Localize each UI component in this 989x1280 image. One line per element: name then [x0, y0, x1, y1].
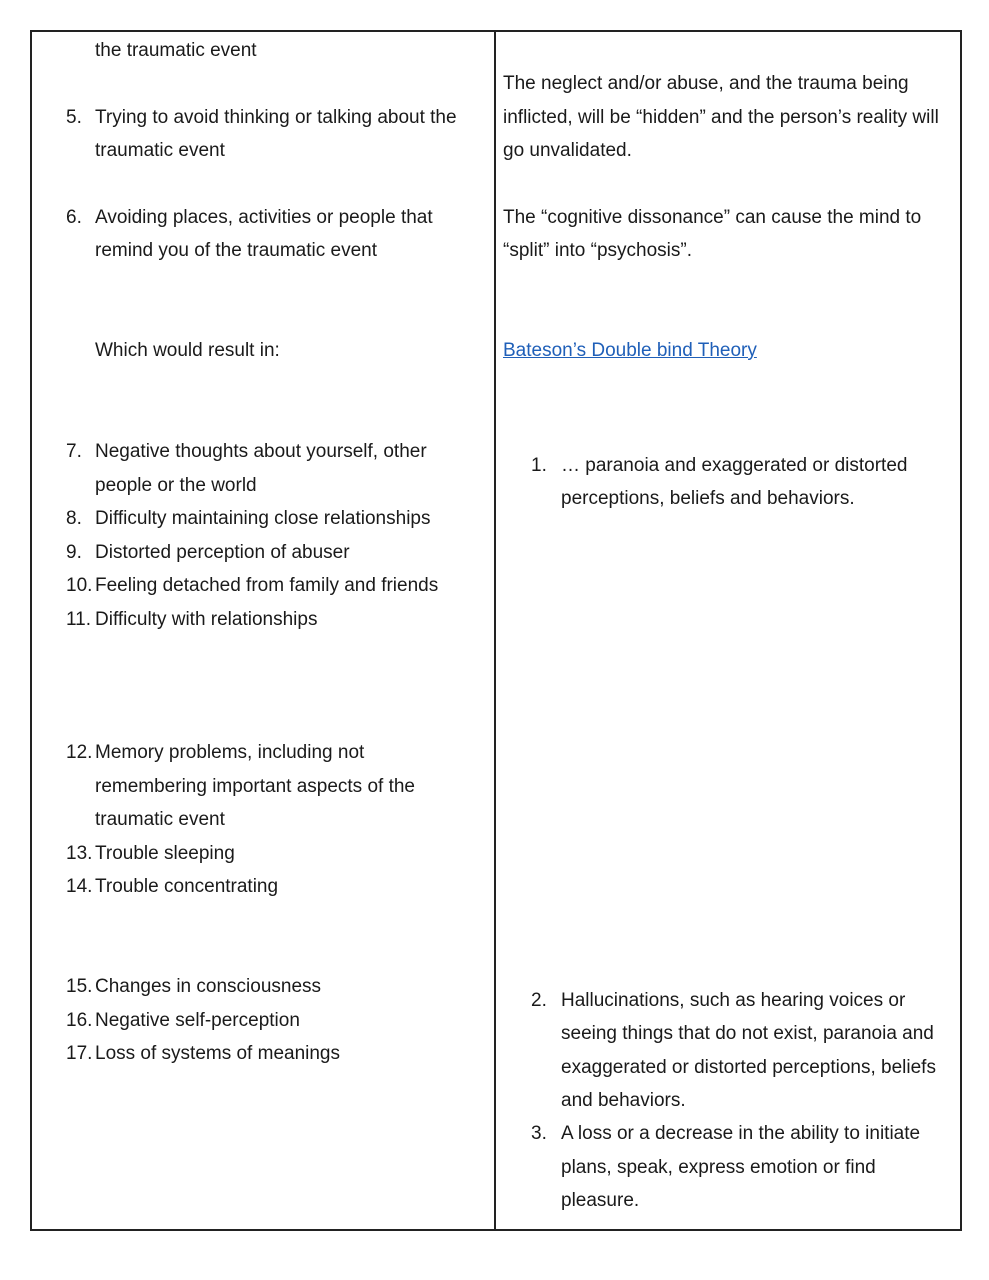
paragraph-line: The “cognitive dissonance” can cause the mind to [503, 207, 922, 228]
paragraph-line: go unvalidated. [503, 140, 632, 161]
list-number: 11. [66, 609, 92, 630]
list-number: 3. [531, 1123, 547, 1144]
list-number: 14. [66, 876, 93, 897]
list-number: 9. [66, 542, 82, 563]
list-text: plans, speak, express emotion or find [561, 1157, 876, 1178]
list-text: Changes in consciousness [95, 976, 322, 997]
list-text: traumatic event [95, 809, 225, 830]
list-number: 15. [66, 976, 93, 997]
paragraph-line: The neglect and/or abuse, and the trauma being [503, 73, 909, 94]
list-text: Avoiding places, activities or people that [95, 207, 433, 228]
list-text: Trouble concentrating [95, 876, 279, 897]
list-text: Negative thoughts about yourself, other [95, 441, 427, 462]
list-number: 16. [66, 1010, 93, 1031]
result-heading: Which would result in: [95, 340, 280, 361]
list-number: 8. [66, 508, 82, 529]
double-bind-theory-link[interactable]: Bateson’s Double bind Theory [503, 340, 757, 361]
list-number: 17. [66, 1043, 93, 1064]
list-text: A loss or a decrease in the ability to initiate [561, 1123, 921, 1144]
list-text: Trouble sleeping [95, 843, 235, 864]
list-text: Feeling detached from family and friends [95, 575, 439, 596]
continued-text: the traumatic event [95, 40, 257, 61]
list-number: 13. [66, 843, 93, 864]
list-text: Distorted perception of abuser [95, 542, 350, 563]
list-number: 2. [531, 990, 547, 1011]
list-text: Memory problems, including not [95, 742, 365, 763]
list-text: perceptions, beliefs and behaviors. [561, 488, 855, 509]
list-text: … paranoia and exaggerated or distorted [561, 455, 908, 476]
list-number: 1. [531, 455, 547, 476]
list-text: remembering important aspects of the [95, 776, 415, 797]
column-divider [494, 30, 496, 1229]
list-text: pleasure. [561, 1190, 640, 1211]
list-text: seeing things that do not exist, paranoia and [561, 1023, 934, 1044]
list-text: exaggerated or distorted perceptions, beliefs [561, 1057, 936, 1078]
list-text: and behaviors. [561, 1090, 686, 1111]
list-number: 12. [66, 742, 93, 763]
paragraph-line: “split” into “psychosis”. [503, 240, 692, 261]
list-text: remind you of the traumatic event [95, 240, 377, 261]
list-text: Hallucinations, such as hearing voices or [561, 990, 906, 1011]
list-number: 7. [66, 441, 82, 462]
list-text: Loss of systems of meanings [95, 1043, 340, 1064]
list-text: Negative self-perception [95, 1010, 300, 1031]
list-text: Difficulty with relationships [95, 609, 318, 630]
list-text: Trying to avoid thinking or talking about the [95, 107, 457, 128]
list-number: 5. [66, 107, 82, 128]
list-number: 6. [66, 207, 82, 228]
list-text: traumatic event [95, 140, 225, 161]
list-number: 10. [66, 575, 93, 596]
list-text: Difficulty maintaining close relationships [95, 508, 431, 529]
paragraph-line: inflicted, will be “hidden” and the person’s reality will [503, 107, 939, 128]
list-text: people or the world [95, 475, 257, 496]
